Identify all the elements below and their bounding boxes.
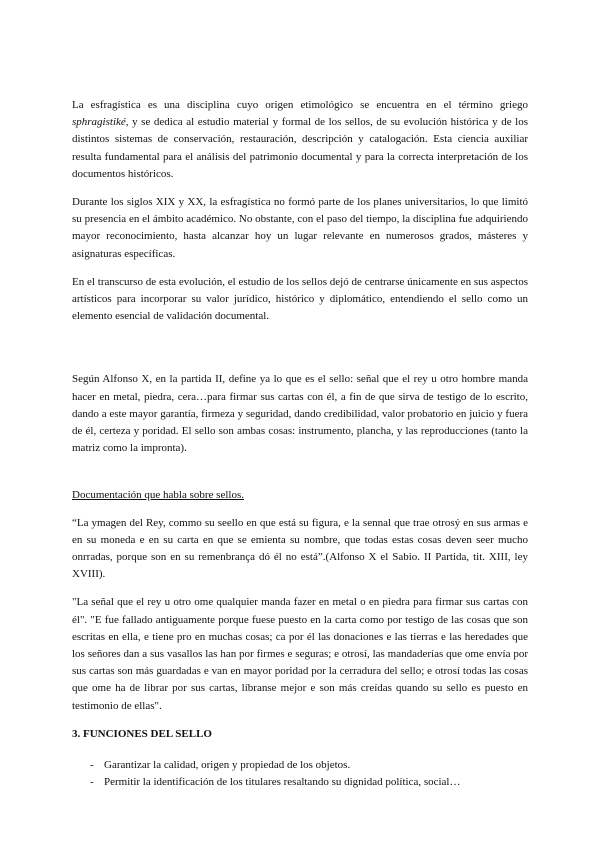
list-dash: - (90, 775, 94, 788)
quote-senal-rey: "La señal que el rey u otro ome qualquier manda fazer en metal o en piedra para firmar sus cartas con él". "E fue fallado antiguamente porque fuese puesto en la carta como por testigo de las cosas que son escritas en ella, e tiene pro en muchas cosas; ca por él las donaciones e las tierras e las heredades que los señores dan a sus vasallos las han por firmes e seguras; e otrosí, las mandaderías que ome envía por sus cartas son más guardadas e van en mayor poridad por la cerradura del sello; e otrosí todas las cosas que ome ha de librar por sus cartas, líbranse mejor e son más creídas quando su sello es puesto en testimonio de ellas". (72, 596, 528, 712)
paragraph-evolution: En el transcurso de esta evolución, el estudio de los sellos dejó de centrarse únicamente en sus aspectos artísticos para incorporar su valor jurídico, histórico y diplomático, entendiendo el sello como un elemento esencial de validación documental. (72, 275, 528, 323)
document-page (72, 97, 528, 791)
functions-list (72, 757, 528, 791)
list-dash: - (90, 758, 94, 771)
paragraph-intro-start: La esfragística es una disciplina cuyo origen etimológico se encuentra en el término griego (72, 99, 528, 111)
paragraph-alfonso-definition: Según Alfonso X, en la partida II, define ya lo que es el sello: señal que el rey u otro hombre manda hacer en metal, piedra, cera…para firmar sus cartas con él, a fin de que sirva de testigo de lo escrito, dando a este mayor garantía, firmeza y seguridad, dando credibilidad, valor probatorio en juicio y fuera de él, certeza y poridad. El sello son ambas cosas: instrumento, plancha, y las reproducciones (tanto la matriz como la impronta). (72, 373, 528, 455)
list-item (90, 757, 528, 774)
paragraph-intro-rest: , y se dedica al estudio material y formal de los sellos, de su evolución histórica y de los distintos sistemas de conservación, restauración, descripción y catalogación. Esta ciencia auxiliar resulta fundamental para el análisis del patrimonio documental y para la correcta interpretación de los documentos históricos. (72, 116, 528, 180)
list-item-text: Garantizar la calidad, origen y propiedad de los objetos. (104, 758, 351, 771)
paragraph-academic-history: Durante los siglos XIX y XX, la esfragística no formó parte de los planes universitarios, lo que limitó su presencia en el ámbito académico. No obstante, con el paso del tiempo, la disciplina fue adquiriendo mayor reconocimiento, hasta alcanzar hoy un lugar relevante en numerosos grados, másteres y asignaturas específicas. (72, 196, 528, 260)
paragraph-intro (72, 97, 528, 183)
greek-term: sphragistiké (72, 116, 126, 129)
quote-partida-ii: “La ymagen del Rey, commo su seello en que está su figura, e la sennal que trae otrosý en sus armas e en su moneda e en su carta en que se emienta su nombre, que todas estas cosas deven seer mucho onrradas, porque son en su remenbrança dó él no está”.(Alfonso X el Sabio. II Partida, tit. XIII, ley XVIII). (72, 516, 528, 581)
documentation-heading: Documentación que habla sobre sellos. (72, 489, 244, 502)
list-item (90, 774, 528, 791)
section-title-funciones: 3. FUNCIONES DEL SELLO (72, 727, 212, 740)
list-item-text: Permitir la identificación de los titulares resaltando su dignidad política, social… (104, 775, 461, 788)
